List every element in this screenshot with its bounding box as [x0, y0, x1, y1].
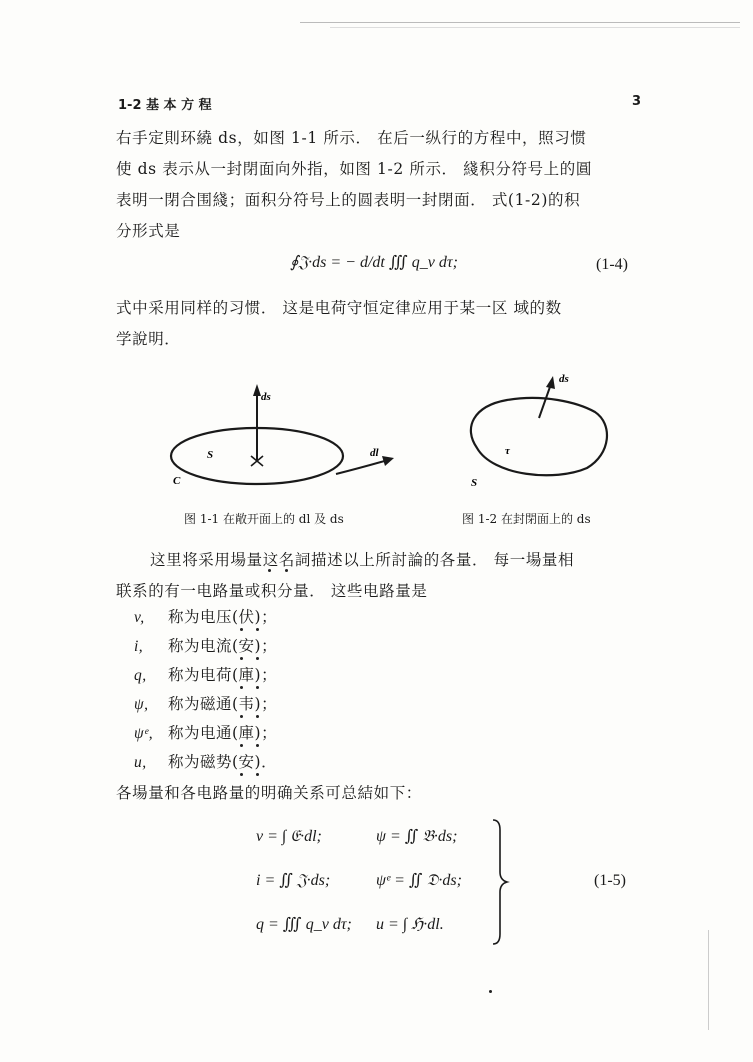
equation-1-5-number: (1-5) [594, 872, 626, 889]
definition-item [134, 692, 277, 714]
dl-vector [336, 460, 388, 474]
after-equation-line: 学說明． [116, 330, 181, 348]
emphasis-dot [256, 715, 259, 718]
definition-text: 称为电通(庫)； [168, 724, 278, 742]
equation-1-4-rhs: = − d/dt ∭ q_v dτ; [330, 254, 458, 271]
emphasis-dot [240, 686, 243, 689]
figure-1-1-caption: 图 1-1 在敞开面上的 dl 及 ds [184, 512, 344, 526]
emphasis-dot [240, 715, 243, 718]
equation-1-5-row [256, 914, 444, 934]
intro-line: 表明一閉合围綫；面积分符号上的圆表明一封閉面． 式(1-2)的积 [116, 191, 581, 209]
emphasis-dot [240, 628, 243, 631]
after-equation-line: 式中采用同样的习惯． 这是电荷守恒定律应用于某一区 域的数 [116, 299, 562, 317]
definition-item [134, 634, 277, 656]
equation-1-5-brace [490, 818, 510, 946]
definition-symbol: ψ, [134, 696, 149, 713]
ds-arrowhead [546, 376, 555, 389]
definition-symbol: u, [134, 754, 147, 771]
intro-line: 右手定則环繞 ds，如图 1-1 所示． 在后一纵行的方程中，照习惯 [116, 129, 587, 147]
fig1-label-S: S [207, 449, 214, 461]
definition-symbol: ψᵉ, [134, 725, 154, 742]
equation-1-5-left: q = ∭ q_v dτ; [256, 916, 352, 933]
definition-text: 称为电压(伏)； [168, 608, 278, 626]
ds-vector [539, 384, 551, 418]
fig1-label-dl: dl [370, 447, 379, 459]
definition-item [134, 721, 277, 743]
definition-item [134, 663, 277, 685]
emphasis-dot [256, 657, 259, 660]
definition-text: 称为磁通(韦)； [168, 695, 278, 713]
equation-1-5-row [256, 870, 462, 890]
equation-1-4-lhs: ∮𝔍·ds [290, 254, 327, 271]
equation-1-5-left: i = ∬ 𝔍·ds; [256, 872, 331, 889]
definition-text: 称为电荷(庫)； [168, 666, 278, 684]
definition-symbol: i, [134, 638, 144, 655]
emphasis-dot [256, 773, 259, 776]
equation-1-5-row [256, 826, 457, 846]
scan-artifact-edge [708, 930, 709, 1030]
running-header-section: 1-2 基 本 方 程 [118, 98, 212, 113]
figure-1-2-caption: 图 1-2 在封閉面上的 ds [462, 512, 591, 526]
dl-arrowhead [382, 456, 394, 466]
intro-line: 分形式是 [116, 222, 181, 240]
fig1-label-ds: ds [261, 391, 271, 403]
scan-artifact-line [330, 27, 740, 28]
figure-1-1 [160, 378, 410, 498]
definition-symbol: q, [134, 667, 147, 684]
emphasis-dot [256, 628, 259, 631]
definition-text: 称为磁势(安)． [168, 753, 278, 771]
definition-text: 称为电流(安)； [168, 637, 278, 655]
emphasis-dot [256, 686, 259, 689]
emphasis-dot [285, 569, 288, 572]
fig1-label-C: C [173, 475, 181, 487]
field-paragraph-line: 联系的有一电路量或积分量． 这些电路量是 [116, 582, 428, 600]
summary-line: 各場量和各电路量的明确关系可总結如下： [116, 784, 422, 802]
intro-line: 使 ds 表示从一封閉面向外指，如图 1-2 所示． 綫积分符号上的圓 [116, 160, 592, 178]
equation-1-4-number: (1-4) [596, 256, 628, 273]
page-number: 3 [632, 94, 642, 109]
definition-item [134, 750, 277, 772]
emphasis-dot [256, 744, 259, 747]
emphasis-dot [240, 657, 243, 660]
fig2-label-ds: ds [559, 373, 569, 385]
equation-1-5-right: ψ = ∬ 𝔅·ds; [376, 828, 458, 845]
emphasis-dot [240, 773, 243, 776]
ds-arrowhead [253, 384, 261, 396]
field-paragraph-line: 这里将采用場量这名詞描述以上所討論的各量． 每一場量相 [150, 551, 575, 569]
definition-item [134, 605, 277, 627]
equation-1-5-right: u = ∫ ℌ·dl. [376, 916, 444, 933]
fig2-label-S: S [471, 477, 478, 489]
definition-symbol: v, [134, 609, 145, 626]
equation-1-5-right: ψᵉ = ∬ 𝔇·ds; [376, 872, 462, 889]
equation-1-4 [290, 252, 458, 272]
equation-1-5-left: v = ∫ 𝔈·dl; [256, 828, 322, 845]
emphasis-dot [268, 569, 271, 572]
fig2-label-tau: τ [505, 445, 510, 457]
scan-speck [489, 990, 492, 993]
emphasis-dot [240, 744, 243, 747]
figure-1-2 [455, 368, 625, 498]
closed-surface [471, 398, 607, 475]
scan-artifact-line [300, 22, 740, 23]
